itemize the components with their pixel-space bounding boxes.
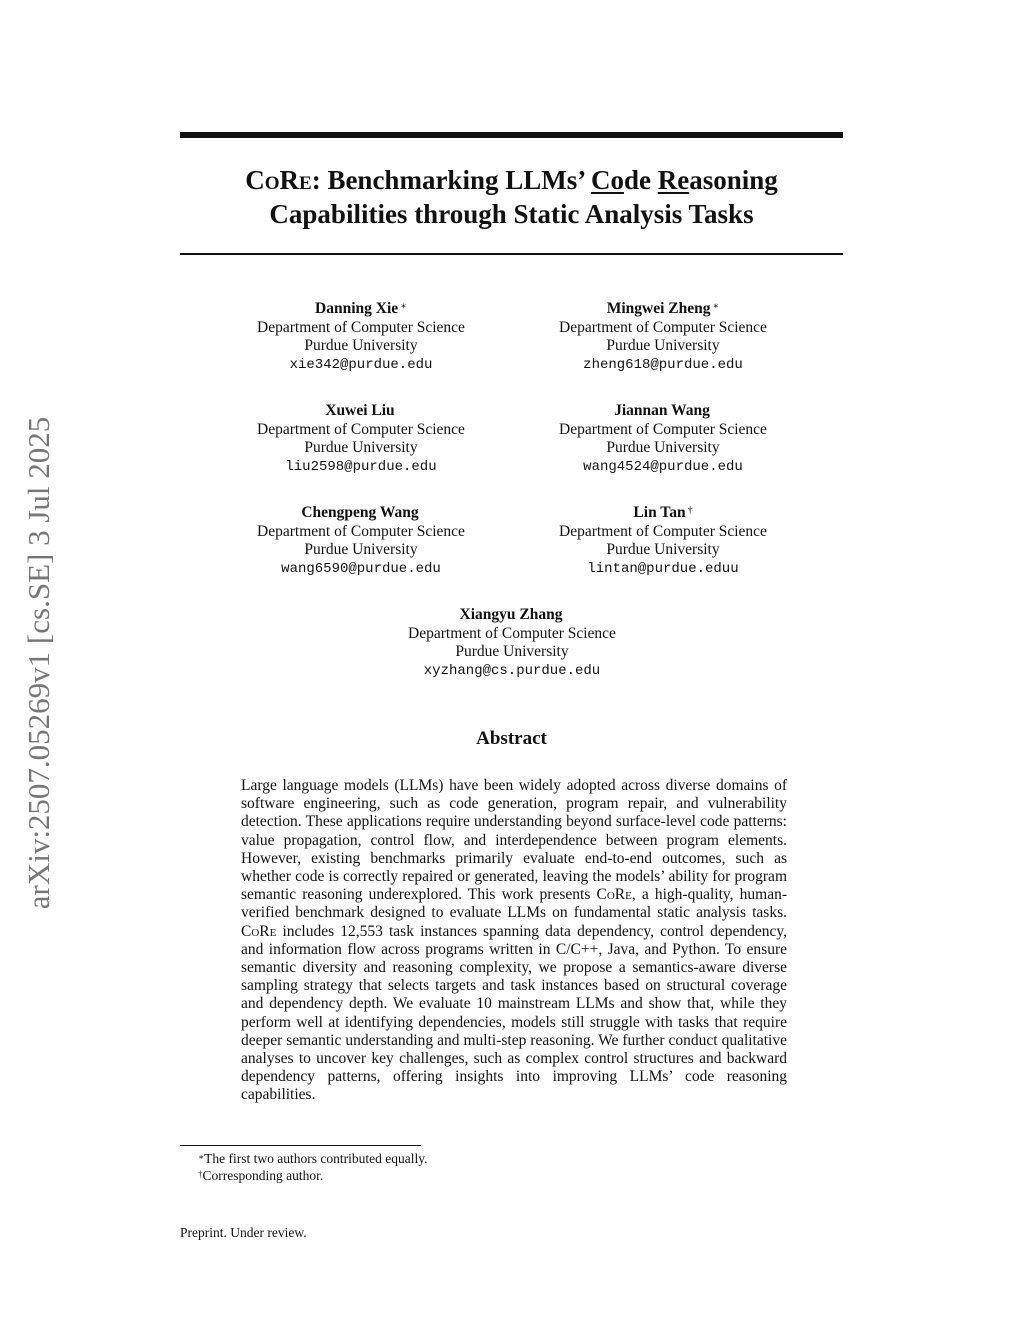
author-university: Purdue University (304, 337, 418, 354)
author-department: Department of Computer Science (559, 318, 767, 336)
author-email[interactable]: wang4524@purdue.edu (583, 458, 743, 475)
author-email[interactable]: xyzhang@cs.purdue.edu (423, 662, 601, 679)
title-underline-co: Co (590, 165, 624, 195)
abstract-text-part1: Large language models (LLMs) have been widely adopted across diverse domains of software engineering, such as code generation, program repair, and vulnerability detection. These applications require understanding beyond surface-level code patterns: value propagation, control flow, and interdependence between program elements. However, existing benchmarks primarily evaluate end-to-end outcomes, such as whether code is correctly repaired or generated, leaving the models’ ability for program semantic reasoning underexplored. This work presents (241, 777, 787, 904)
arxiv-identifier: arXiv:2507.05269v1 [cs.SE] 3 Jul 2025 (21, 416, 56, 910)
author-block (211, 300, 511, 374)
author-university: Purdue University (455, 643, 569, 660)
author-university: Purdue University (606, 337, 720, 354)
title-benchmark-name-part1: Co (245, 165, 280, 195)
author-university: Purdue University (606, 541, 720, 558)
author-university: Purdue University (606, 439, 720, 456)
author-department: Department of Computer Science (257, 420, 465, 438)
title-line1-text: : Benchmarking LLMs’ (311, 165, 591, 195)
abstract-body (241, 777, 787, 1105)
title-underline-re: Re (657, 165, 690, 195)
author-email[interactable]: liu2598@purdue.edu (285, 458, 437, 475)
title-top-rule (180, 132, 843, 138)
footnote-text: Corresponding author. (202, 1168, 324, 1183)
abstract-benchmark-name: CoRe (596, 886, 632, 904)
author-university: Purdue University (304, 541, 418, 558)
author-block (211, 504, 511, 578)
abstract-text-part3: includes 12,553 task instances spanning data dependency, control dependency, and information flow across programs written in C/C++, Java, and Python. To ensure semantic diversity and reasoning complexity, we propose a semantics-aware diverse sampling strategy that selects targets and task instances based on structural coverage and dependency depth. We evaluate 10 mainstream LLMs and show that, while they perform well at identifying dependencies, models still struggle with tasks that require deeper semantic understanding and multi-step reasoning. We further conduct qualitative analyses to uncover key challenges, such as complex control structures and backward dependency patterns, offering insights into improving LLMs’ code reasoning capabilities. (241, 922, 787, 1104)
author-name: Lin Tan (633, 504, 686, 521)
author-block (513, 402, 813, 476)
author-department: Department of Computer Science (559, 522, 767, 540)
author-department: Department of Computer Science (257, 318, 465, 336)
footnote-mark: ∗ (198, 1152, 205, 1162)
footnote-text: The first two authors contributed equally. (204, 1151, 428, 1166)
author-department: Department of Computer Science (257, 522, 465, 540)
author-university: Purdue University (304, 439, 418, 456)
abstract-benchmark-name: CoRe (241, 922, 277, 940)
paper-title (180, 163, 843, 231)
author-mark: ∗ (400, 301, 407, 312)
author-email[interactable]: xie342@purdue.edu (289, 356, 433, 373)
title-bottom-rule (180, 253, 843, 255)
title-line2: Capabilities through Static Analysis Tasks (269, 199, 754, 229)
author-block (362, 606, 662, 680)
author-name: Mingwei Zheng (606, 300, 711, 317)
abstract-text-part2: , a high-quality, human-verified benchmark designed to evaluate LLMs on fundamental static analysis tasks. (241, 886, 787, 922)
title-line1-mid2: asoning (689, 165, 778, 195)
author-block (513, 504, 813, 578)
author-email[interactable]: lintan@purdue.eduu (587, 560, 739, 577)
author-name: Xiangyu Zhang (459, 606, 563, 623)
footnote (198, 1150, 427, 1167)
title-benchmark-name-part2: Re (279, 165, 312, 195)
footnote-rule (180, 1145, 421, 1146)
footnote (198, 1167, 323, 1184)
preprint-note: Preprint. Under review. (180, 1225, 307, 1240)
author-department: Department of Computer Science (559, 420, 767, 438)
author-mark: ∗ (712, 301, 720, 312)
author-block (513, 300, 813, 374)
author-name: Xuwei Liu (325, 402, 395, 419)
author-block (211, 402, 511, 476)
author-email[interactable]: zheng618@purdue.edu (583, 356, 743, 373)
author-name: Jiannan Wang (614, 402, 710, 419)
author-name: Chengpeng Wang (301, 504, 419, 521)
author-name: Danning Xie (315, 300, 399, 317)
abstract-heading: Abstract (476, 728, 547, 749)
author-department: Department of Computer Science (408, 624, 616, 642)
author-email[interactable]: wang6590@purdue.edu (281, 560, 441, 577)
title-line1-mid1: de (623, 165, 658, 195)
footnote-mark: † (198, 1169, 203, 1179)
author-mark: † (687, 505, 693, 516)
